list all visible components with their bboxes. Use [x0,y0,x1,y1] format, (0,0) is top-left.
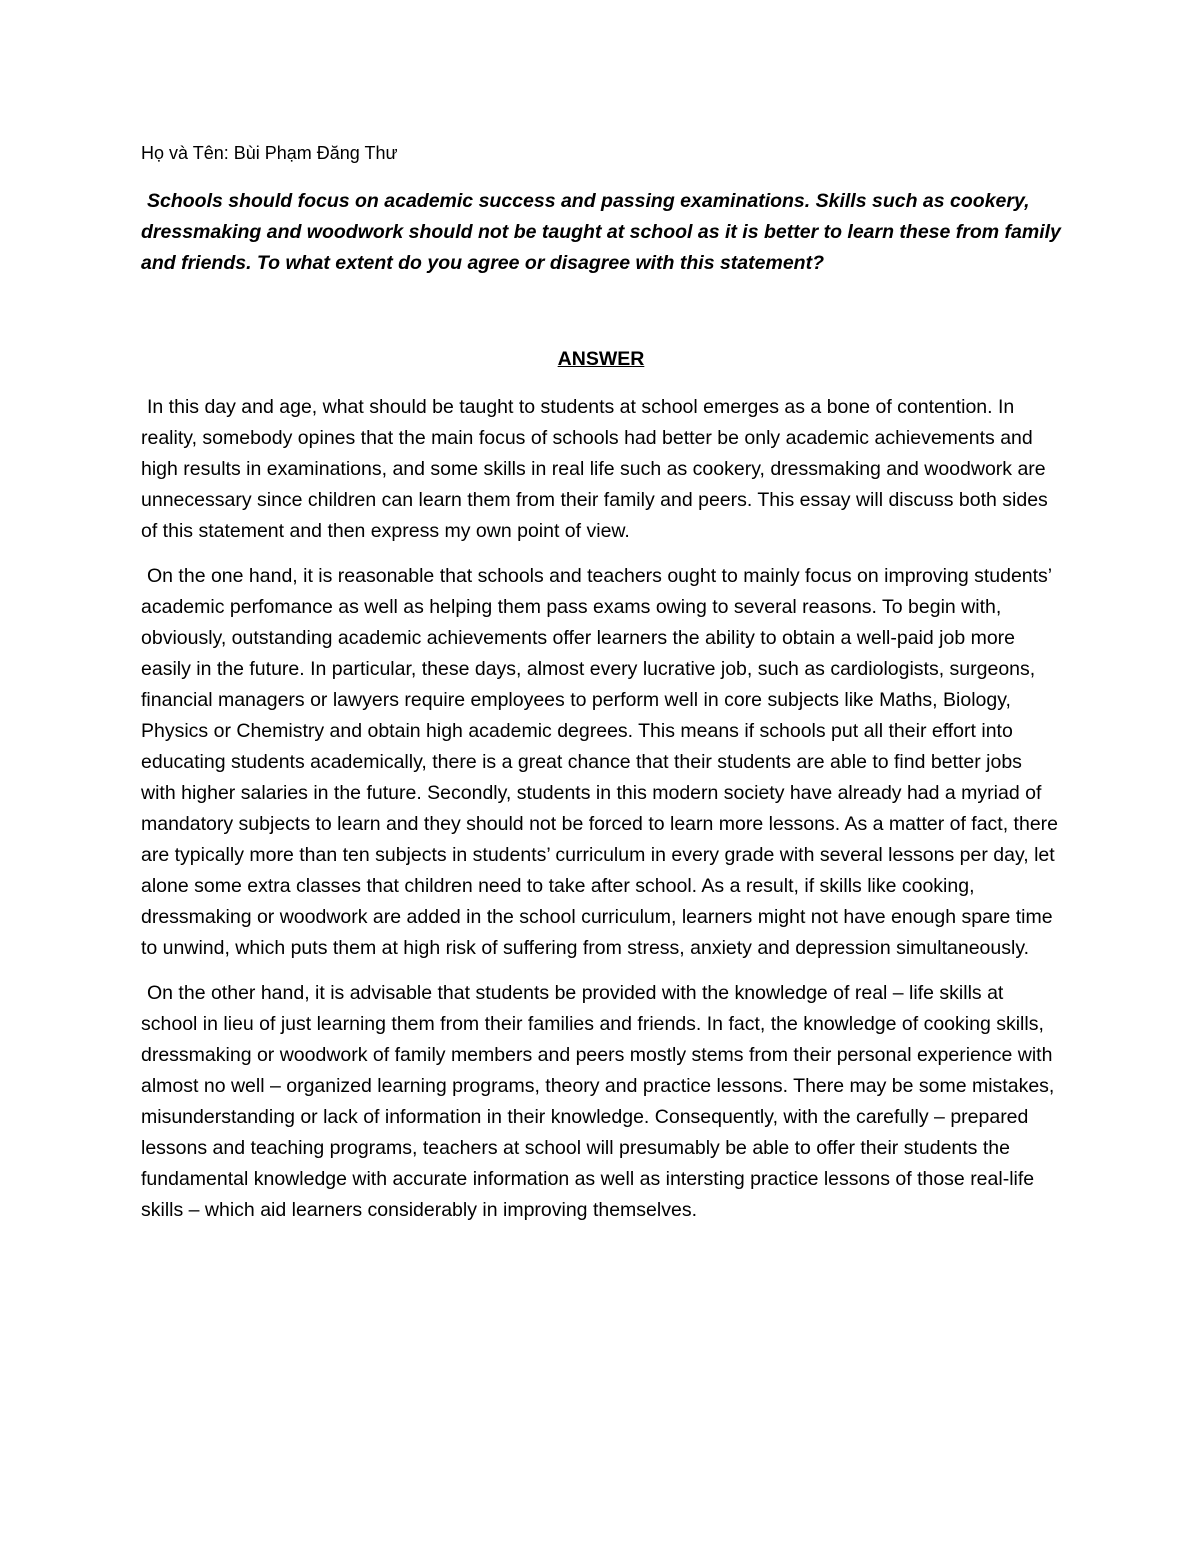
answer-heading: ANSWER [557,348,645,370]
answer-paragraph-intro: In this day and age, what should be taught to students at school emerges as a bone of contention. In reality, somebody opines that the main focus of schools had better be only academic achievements and high results in examinations, and some skills in real life such as cookery, dressmaking and woodwork are unnecessary since children can learn them from their family and peers. This essay will discuss both sides of this statement and then express my own point of view. [141,396,1048,542]
answer-paragraph-other-hand: On the other hand, it is advisable that students be provided with the knowledge of real – life skills at school in lieu of just learning them from their families and friends. In fact, the knowledge of cooking skills, dressmaking or woodwork of family members and peers mostly stems from their personal experience with almost no well – organized learning programs, theory and practice lessons. There may be some mistakes, misunderstanding or lack of information in their knowledge. Consequently, with the carefully – prepared lessons and teaching programs, teachers at school will presumably be able to offer their students the fundamental knowledge with accurate information as well as intersting practice lessons of those real-life skills – which aid learners considerably in improving themselves. [141,982,1055,1221]
essay-prompt: Schools should focus on academic success and passing examinations. Skills such as cookery, dressmaking and woodwork should not be taught at school as it is better to learn these from family and friends. To what extent do you agree or disagree with this statement? [141,190,1061,274]
document-body [141,138,1061,1240]
student-name-line: Họ và Tên: Bùi Phạm Đăng Thư [141,143,398,163]
answer-paragraph-one-hand: On the one hand, it is reasonable that schools and teachers ought to mainly focus on improving students’ academic perfomance as well as helping them pass exams owing to several reasons. To begin with, obviously, outstanding academic achievements offer learners the ability to obtain a well-paid job more easily in the future. In particular, these days, almost every lucrative job, such as cardiologists, surgeons, financial managers or lawyers require employees to perform well in core subjects like Maths, Biology, Physics or Chemistry and obtain high academic degrees. This means if schools put all their effort into educating students academically, there is a great chance that their students are able to find better jobs with higher salaries in the future. Secondly, students in this modern society have already had a myriad of mandatory subjects to learn and they should not be forced to learn more lessons. As a matter of fact, there are typically more than ten subjects in students’ curriculum in every grade with several lessons per day, let alone some extra classes that children need to take after school. As a result, if skills like cooking, dressmaking or woodwork are added in the school curriculum, learners might not have enough spare time to unwind, which puts them at high risk of suffering from stress, anxiety and depression simultaneously. [141,565,1059,959]
